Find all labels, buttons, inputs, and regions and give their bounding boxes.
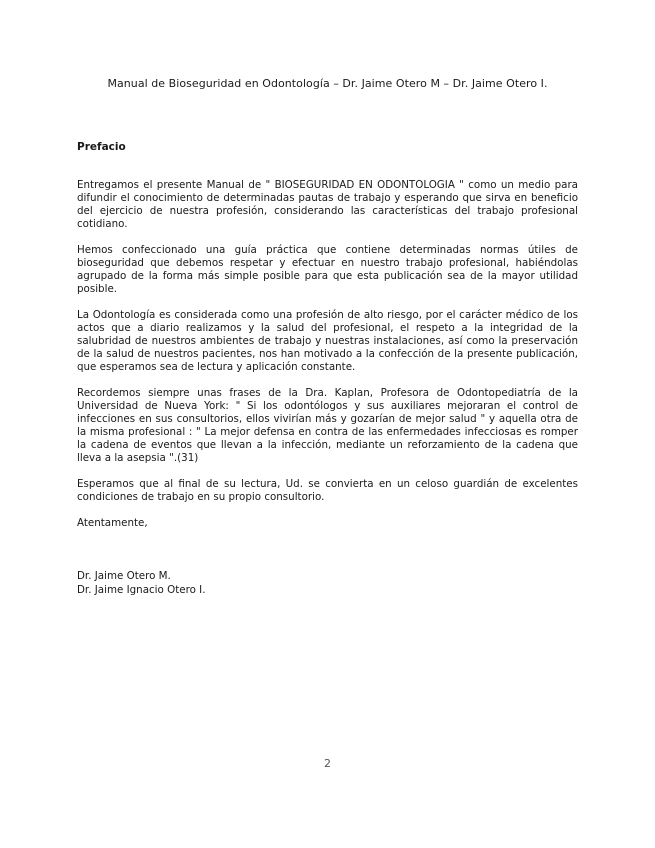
page-body <box>77 141 578 597</box>
paragraph-closing-wish: Esperamos que al final de su lectura, Ud. se convierta en un celoso guardián de excelentes condiciones de trabajo en su propio consultorio. <box>77 478 578 503</box>
paragraph-risk: La Odontología es considerada como una profesión de alto riesgo, por el carácter médico de los actos que a diario realizamos y la salud del profesional, el respeto a la integridad de la salubridad de nuestros ambientes de trabajo y nuestras instalaciones, así como la preservación de la salud de nuestros pacientes, nos han motivado a la confección de la presente publicación, que esperamos sea de lectura y aplicación constante. <box>77 309 578 373</box>
closing-salutation: Atentamente, <box>77 517 148 529</box>
running-header: Manual de Bioseguridad en Odontología – Dr. Jaime Otero M – Dr. Jaime Otero I. <box>107 77 548 90</box>
signature-line: Dr. Jaime Otero M. <box>77 570 171 582</box>
paragraph-guide: Hemos confeccionado una guía práctica que contiene determinadas normas útiles de bioseguridad que debemos respetar y efectuar en nuestro trabajo profesional, habiéndolas agrupado de la forma más simple posible para que esta publicación sea de la mayor utilidad posible. <box>77 244 578 295</box>
signature-line: Dr. Jaime Ignacio Otero I. <box>77 584 206 596</box>
paragraph-quote: Recordemos siempre unas frases de la Dra. Kaplan, Profesora de Odontopediatría de la Universidad de Nueva York: " Si los odontólogos y sus auxiliares mejoraran el control de infecciones en sus consultorios, ellos vivirían más y gozarían de mejor salud " y aquella otra de la misma profesional : " La mejor defensa en contra de las enfermedades infecciosas es romper la cadena de eventos que llevan a la infección, mediante un reforzamiento de la cadena que lleva a la asepsia ".(31) <box>77 387 578 464</box>
paragraph-intro: Entregamos el presente Manual de " BIOSEGURIDAD EN ODONTOLOGIA " como un medio para difundir el conocimiento de determinadas pautas de trabajo y esperando que sirva en beneficio del ejercicio de nuestra profesión, considerando las características del trabajo profesional cotidiano. <box>77 179 578 230</box>
section-heading: Prefacio <box>77 141 126 153</box>
page-number: 2 <box>324 757 331 770</box>
